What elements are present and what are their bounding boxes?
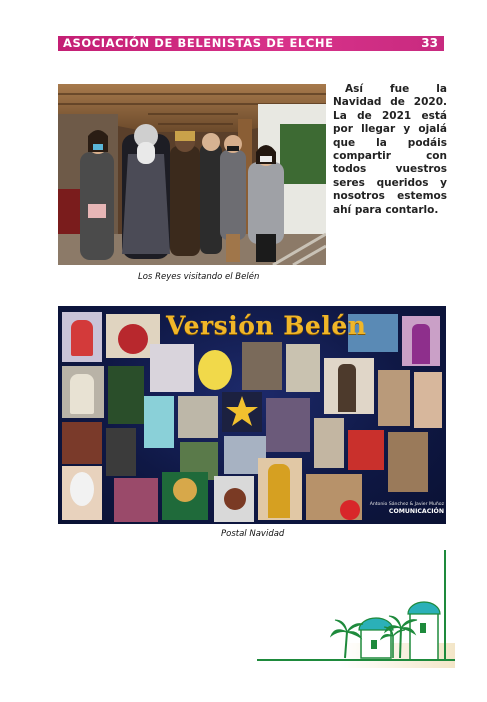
credit-brand: COMUNICACIÓN bbox=[388, 508, 444, 515]
collage-tile bbox=[286, 344, 320, 392]
collage-figure bbox=[70, 374, 94, 414]
caption-photo-reyes: Los Reyes visitando el Belén bbox=[138, 272, 260, 282]
collage-figure bbox=[224, 488, 246, 510]
photo-reyes-belen bbox=[58, 84, 326, 265]
collage-tile bbox=[314, 418, 344, 468]
postal-title: Versión Belén bbox=[166, 311, 367, 340]
collage-figure bbox=[268, 464, 290, 518]
collage-figure bbox=[118, 324, 148, 354]
collage-figure bbox=[198, 350, 232, 390]
collage-figure bbox=[412, 324, 430, 364]
collage-tile bbox=[348, 430, 384, 470]
collage-tile bbox=[178, 396, 218, 438]
caption-postal-navidad: Postal Navidad bbox=[221, 529, 285, 539]
collage-tile bbox=[150, 344, 194, 392]
star-icon bbox=[224, 394, 260, 430]
collage-figure bbox=[70, 472, 94, 506]
collage-figure bbox=[71, 320, 93, 356]
collage-tile bbox=[144, 396, 174, 448]
collage-tile bbox=[114, 478, 158, 522]
postal-navidad-collage bbox=[58, 306, 446, 524]
collage-tile bbox=[266, 398, 310, 452]
collage-figure bbox=[338, 364, 356, 412]
collage-tile bbox=[108, 366, 144, 424]
credit-names: Antonio Sánchez & Javier Muñoz bbox=[369, 502, 444, 507]
collage-tile bbox=[242, 342, 282, 390]
red-logo-icon bbox=[340, 500, 360, 520]
page-header bbox=[58, 36, 444, 51]
header-title: ASOCIACIÓN DE BELENISTAS DE ELCHE bbox=[63, 36, 334, 50]
article-paragraph: Así fue la Navidad de 2020. La de 2021 está por llegar y ojalá que la podáis compartir con todos vuestros seres queridos y nosotros estemos ahí para contarlo. bbox=[333, 83, 447, 216]
page-number: 33 bbox=[421, 36, 438, 50]
skyline-decoration bbox=[255, 548, 455, 668]
collage-tile bbox=[62, 422, 102, 464]
photo-reyes-illustration bbox=[58, 84, 326, 265]
collage-tile bbox=[106, 428, 136, 476]
postal-credit bbox=[364, 502, 444, 515]
collage-tile bbox=[388, 432, 428, 492]
collage-tile bbox=[414, 372, 442, 428]
collage-figure bbox=[173, 478, 197, 502]
collage-tile bbox=[378, 370, 410, 426]
